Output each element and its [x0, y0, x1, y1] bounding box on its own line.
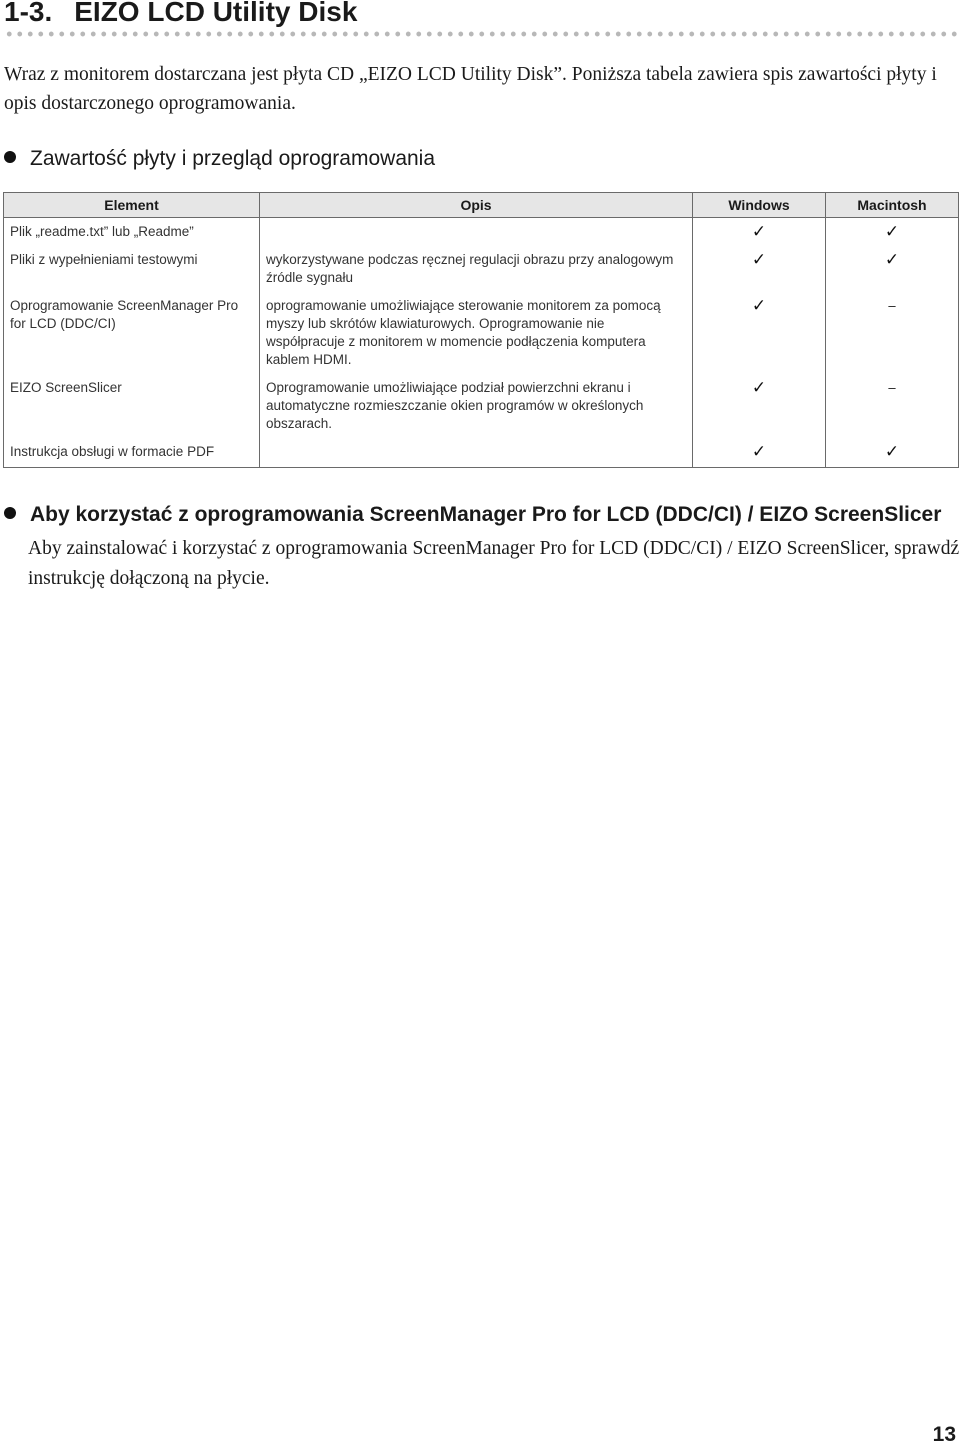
check-icon: ✓	[826, 247, 959, 293]
table-row	[4, 247, 959, 293]
contents-table	[3, 192, 959, 468]
section-title	[4, 0, 357, 28]
usage-heading	[4, 503, 941, 527]
check-icon: ✓	[693, 375, 826, 439]
header-windows: Windows	[693, 193, 826, 218]
dash-mark: –	[826, 293, 959, 375]
cell-description: Oprogramowanie umożliwiające podział powierzchni ekranu i automatyczne rozmieszczanie okien programów w określonych obszarach.	[260, 375, 693, 439]
cell-description: oprogramowanie umożliwiające sterowanie monitorem za pomocą myszy lub skrótów klawiaturowych. Oprogramowanie nie współpracuje z monitorem w momencie podłączenia komputera kablem HDMI.	[260, 293, 693, 375]
check-icon: ✓	[693, 247, 826, 293]
cell-description	[260, 218, 693, 248]
header-macintosh: Macintosh	[826, 193, 959, 218]
page-number: 13	[932, 1423, 956, 1446]
check-icon: ✓	[826, 218, 959, 248]
check-icon: ✓	[826, 439, 959, 468]
table-row	[4, 439, 959, 468]
table-header-row	[4, 193, 959, 218]
section-title-text: EIZO LCD Utility Disk	[74, 0, 358, 27]
cell-element: Instrukcja obsługi w formacie PDF	[4, 439, 260, 468]
cell-description: wykorzystywane podczas ręcznej regulacji obrazu przy analogowym źródle sygnału	[260, 247, 693, 293]
cell-description	[260, 439, 693, 468]
cell-element: EIZO ScreenSlicer	[4, 375, 260, 439]
cell-element: Oprogramowanie ScreenManager Pro for LCD (DDC/CI)	[4, 293, 260, 375]
header-element: Element	[4, 193, 260, 218]
dotted-divider	[4, 30, 960, 38]
cell-element: Plik „readme.txt” lub „Readme”	[4, 218, 260, 248]
table-row	[4, 375, 959, 439]
contents-heading	[4, 147, 435, 171]
header-description: Opis	[260, 193, 693, 218]
intro-paragraph: Wraz z monitorem dostarczana jest płyta CD „EIZO LCD Utility Disk”. Poniższa tabela zawiera spis zawartości płyty i opis dostarczonego oprogramowania.	[4, 64, 937, 114]
table-row	[4, 218, 959, 248]
check-icon: ✓	[693, 218, 826, 248]
cell-element: Pliki z wypełnieniami testowymi	[4, 247, 260, 293]
usage-heading-text: Aby korzystać z oprogramowania ScreenManager Pro for LCD (DDC/CI) / EIZO ScreenSlicer	[30, 503, 942, 526]
section-number: 1-3.	[4, 0, 53, 27]
bullet-icon	[4, 151, 16, 163]
check-icon: ✓	[693, 293, 826, 375]
usage-paragraph: Aby zainstalować i korzystać z oprogramowania ScreenManager Pro for LCD (DDC/CI) / EIZO ScreenSlicer, sprawdź instrukcję dołączoną na płycie.	[28, 538, 960, 589]
dash-mark: –	[826, 375, 959, 439]
check-icon: ✓	[693, 439, 826, 468]
table-row	[4, 293, 959, 375]
bullet-icon	[4, 507, 16, 519]
contents-heading-text: Zawartość płyty i przegląd oprogramowania	[30, 147, 436, 170]
